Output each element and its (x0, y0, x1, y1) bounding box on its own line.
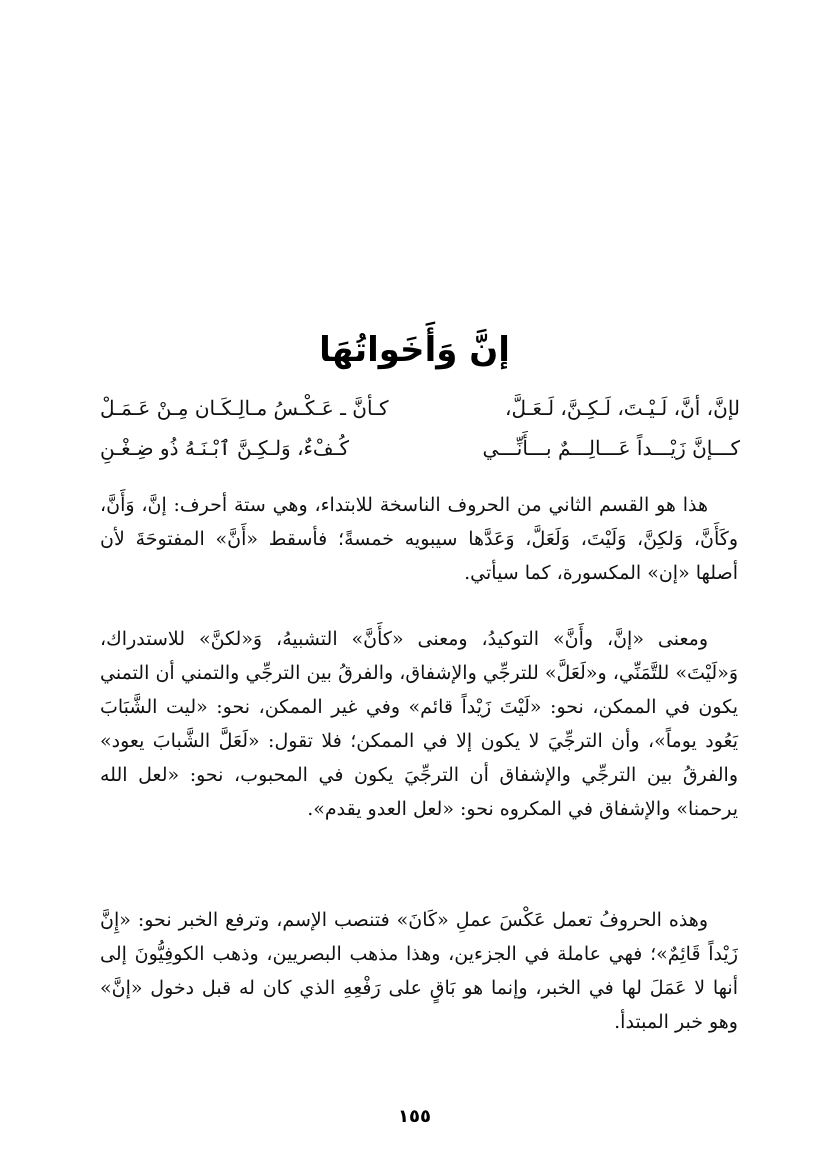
chapter-title: إنَّ وَأَخَواتُهَا (319, 329, 510, 370)
paragraph-2-container (100, 622, 738, 826)
verse-1-second-hemistich: كـأنَّ ـ عَـكْـسُ مـالِـكَـان مِـنْ عَـمَـلْ (100, 396, 389, 420)
paragraph-3-container (100, 903, 738, 1039)
verse-line-1 (100, 388, 740, 428)
verse-line-2 (100, 428, 740, 468)
verse-2-first-hemistich: كـــإنَّ زَيْـــداً عَـــالِـــمٌ بـــأَنِّـــي (482, 436, 740, 460)
page-number: ١٥٥ (398, 1106, 431, 1127)
paragraph-1: هذا هو القسم الثاني من الحروف الناسخة للابتداء، وهي ستة أحرف: إنَّ، وَأَنَّ، وكَأَنَّ، وَلكِنَّ، وَلَيْتَ، وَلَعَلَّ، وَعَدَّها سيبويه خمسةً؛ فأسقط «أَنَّ» المفتوحَةَ لأن أصلها «إن» المكسورة، كما سيأتي. (100, 494, 738, 584)
paragraph-1-container (100, 488, 738, 590)
verse-1-first-hemistich: لإنَّ، أنَّ، لَـيْـتَ، لَـكِـنَّ، لَـعَـلَّ، (505, 396, 740, 420)
paragraph-2: ومعنى «إنَّ، وأَنَّ» التوكيدُ، ومعنى «كأَنَّ» التشبيهُ، وَ«لكنَّ» للاستدراك، وَ«لَيْتَ» للتَّمَنِّي، و«لَعَلَّ» للترجِّي والإشفاق، والفرقُ بين الترجِّي والتمني أن التمني يكون في الممكن، نحو: «لَيْتَ زَيْداً قائم» وفي غير الممكن، نحو: «ليت الشَّبَابَ يَعُود يوماً»، وأن الترجِّيَ لا يكون إلا في الممكن؛ فلا تقول: «لَعَلَّ الشَّبابَ يعود» والفرقُ بين الترجِّي والإشفاق أن الترجِّيَ يكون في المحبوب، نحو: «لعل الله يرحمنا» والإشفاق في المكروه نحو: «لعل العدو يقدم». (100, 628, 738, 820)
paragraph-3: وهذه الحروفُ تعمل عَكْسَ عملِ «كَانَ» فتنصب الإسم، وترفع الخبر نحو: «إِنَّ زَيْداً قَائِمٌ»؛ فهي عاملة في الجزءين، وهذا مذهب البصريين، وذهب الكوفِيُّونَ إلى أنها لا عَمَلَ لها في الخبر، وإنما هو بَاقٍ على رَفْعِهِ الذي كان له قبل دخول «إنَّ» وهو خبر المبتدأ. (100, 909, 738, 1033)
verse-2-second-hemistich: كُـفْءٌ، وَلـكِـنَّ ٱبْـنَـهُ ذُو ضِـغْـنِ (100, 436, 350, 460)
poetry-verse (100, 388, 740, 468)
